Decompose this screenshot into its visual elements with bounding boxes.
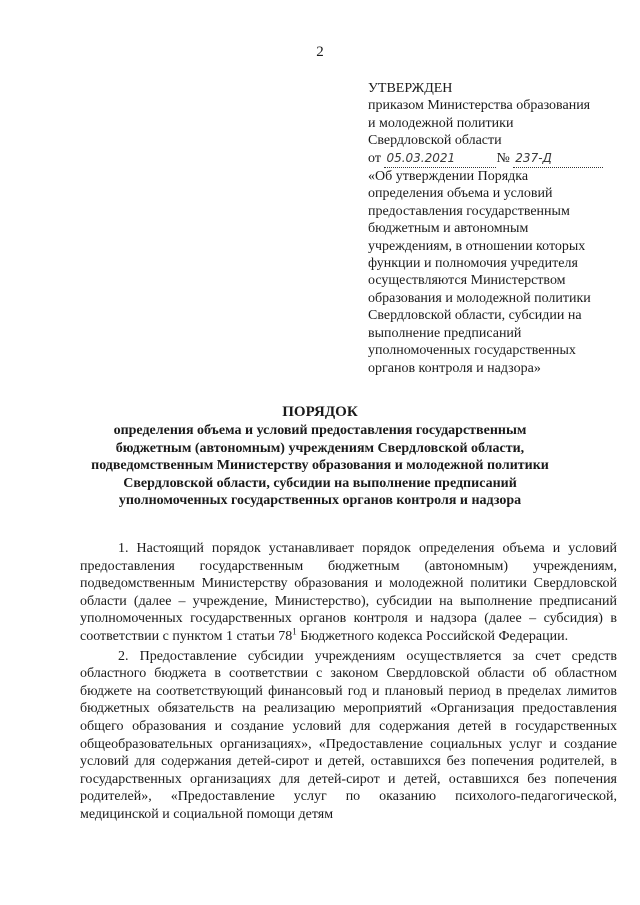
subject-line: органов контроля и надзора» xyxy=(368,360,541,376)
from-label: от xyxy=(368,150,381,166)
subject-line: учреждениям, в отношении которых xyxy=(368,238,586,254)
title-main: ПОРЯДОК xyxy=(282,404,358,420)
page-number: 2 xyxy=(316,44,324,60)
title-line: Свердловской области, субсидии на выполнение предписаний xyxy=(123,475,517,491)
subject-line: осуществляются Министерством xyxy=(368,273,566,289)
paragraph-1 xyxy=(80,540,617,646)
document-title xyxy=(0,402,640,510)
subject-line: функции и полномочия учредителя xyxy=(368,256,578,272)
document-body xyxy=(80,540,617,824)
subject-line: выполнение предписаний xyxy=(368,325,522,341)
subject-line: Свердловской области, субсидии на xyxy=(368,308,582,324)
article-superscript: 1 xyxy=(292,626,297,637)
paragraph-1-text-end: Бюджетного кодекса Российской Федерации. xyxy=(296,628,569,644)
subject-line: предоставления государственным xyxy=(368,203,570,219)
title-line: подведомственным Министерству образования и молодежной политики xyxy=(91,458,549,473)
approval-heading: УТВЕРЖДЕН xyxy=(368,81,453,96)
approval-line: и молодежной политики xyxy=(368,115,514,131)
approval-line: Свердловской области xyxy=(368,133,502,149)
subject-line: образования и молодежной политики xyxy=(368,290,591,306)
paragraph-2: 2. Предоставление субсидии учреждениям осуществляется за счет средств областного бюджета в соответствии с законом Свердловской области об областном бюджете на соответствующий финансовый год и плановый период в пределах лимитов бюджетных обязательств на реализацию мероприятий «Организация предоставления общего образования и создание условий для содержания детей в государственных общеобразовательных организациях», «Предоставление социальных услуг и создание условий для содержания детей-сирот и детей, оставшихся без попечения родителей, в государственных организациях для детей-сирот и детей, оставшихся без попечения родителей», «Предоставление услуг по оказанию психолого-педагогической, медицинской и социальной помощи детям xyxy=(80,648,617,822)
subject-line: уполномоченных государственных xyxy=(368,343,576,359)
approval-date-number-line xyxy=(368,150,626,168)
title-line: уполномоченных государственных органов контроля и надзора xyxy=(118,493,522,508)
approval-line: приказом Министерства образования xyxy=(368,98,591,114)
subject-line: «Об утверждении Порядка xyxy=(368,169,529,185)
paragraph-1-text: 1. Настоящий порядок устанавливает порядок определения объема и условий предоставления государственным бюджетным (автономным) учреждениям, подведомственным Министерству образования и молодежной политики Свердловской области (далее – учреждение, Министерство), субсидии на выполнение предписаний уполномоченных государственных органов контроля и надзора (далее – субсидия) в соответствии с пунктом 1 статьи 78 xyxy=(80,541,617,644)
subject-line: бюджетным и автономным xyxy=(368,221,529,237)
handwritten-number: 237-Д xyxy=(513,150,603,168)
number-label: № xyxy=(496,150,510,166)
approval-block xyxy=(368,80,626,377)
title-line: определения объема и условий предоставления государственным xyxy=(113,423,527,438)
handwritten-date: 05.03.2021 xyxy=(384,150,496,168)
subject-line: определения объема и условий xyxy=(368,186,553,202)
title-line: бюджетным (автономным) учреждениям Свердловской области, xyxy=(115,440,525,456)
